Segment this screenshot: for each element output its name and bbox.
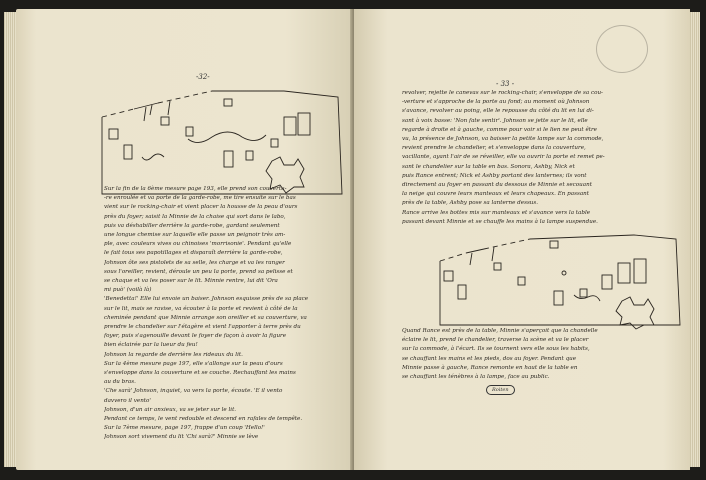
text-line: près du foyer; saisit la Minnie de la chaise qui sort dans le labo,	[104, 213, 286, 220]
text-line: Sur la 4ème mesure page 197, elle s'allonge sur la peau d'ours	[104, 360, 283, 367]
left-page-edges	[4, 12, 16, 467]
text-line: regarde à droite et à gauche, comme pour voir si le lien ne peut être	[402, 126, 597, 133]
text-line: vu, la présence de Johnson, va baisser la petite lampe sur la commode,	[402, 136, 604, 143]
text-line: Johnson ôte ses pistolets de sa selle, les charge et va les ranger	[104, 259, 285, 266]
text-line: le fait tous ses papotillages et disparaît derrière la garde-robe,	[104, 250, 283, 257]
left-page	[16, 9, 353, 470]
right-page-number: - 33 -	[496, 80, 515, 88]
text-line: Johnson sort vivement du lit 'Chi sarà?' Minnie se lève	[104, 434, 259, 441]
text-line: se chauffant les mains et les pieds, dos au foyer. Pendant que	[402, 355, 577, 362]
text-line: directement au foyer en passant du dessous de Minnie et secouant	[402, 182, 592, 189]
text-line: foyer, puis s'agenouille devant le foyer de façon à avoir la figure	[104, 333, 287, 340]
text-line: s'enveloppe dans la couverture et se couche. Rechauffant les mains	[104, 370, 296, 377]
text-line: vacillante, ayant l'air de se réveiller, elle va ouvrir la porte et remet pe-	[402, 154, 605, 161]
text-line: Rance arrive les bottes mis sur manteaux et s'avance vers la table	[402, 209, 591, 216]
text-line: sant le chandelier sur la table en bas. Sonora, Ashby, Nick et	[402, 163, 575, 170]
text-line: revolver, rejette le canevas sur le rocking-chair, s'enveloppe de sa cou-	[402, 90, 603, 96]
text-line: davvero il vento'	[104, 397, 151, 404]
text-line: 'Benedetta!' Elle lui envoie un baiser. Johnson esquisse près de sa place	[104, 296, 309, 303]
text-line: 'Che sarà' Johnson, inquiet, va vers la porte, écoute. 'E il vento	[104, 388, 283, 395]
text-line: Johnson, d'un air anxieux, va se jeter sur le lit.	[104, 406, 237, 413]
text-line: éclaire le lit, prend le chandelier, traverse la scène et va le placer	[402, 337, 589, 344]
right-page	[354, 9, 690, 470]
text-line: -verture et s'approche de la porte au fond; au moment où Johnson	[402, 99, 590, 106]
text-line: mi può' (voilà là)	[104, 287, 152, 294]
right-page-top-text	[402, 89, 684, 227]
text-line: au du bras.	[104, 379, 136, 386]
text-line: Pendant ce temps, le vent redouble et descend en rafales de tempête.	[104, 416, 303, 423]
text-line: ple, avec couleurs vives ou chinoises 'morrisonie'. Pendant qu'elle	[104, 241, 292, 248]
text-line: Quand Rance est près de la table, Minnie s'aperçoit que la chandelle	[402, 328, 598, 334]
text-line: sur le lit, mais se ravise, va écouter à la porte et revient à côté de la	[104, 305, 298, 312]
text-line: s'avance, revolver au poing, elle le repousse du côté du lit en lui di-	[402, 108, 594, 115]
text-line: revient prendre le chandelier, et s'enveloppe dans la couverture,	[402, 145, 586, 152]
right-page-bottom-text	[402, 327, 684, 382]
signature-stamp: Roiten	[486, 385, 515, 395]
text-line: puis va déshabiller derrière la garde-robe, gardant seulement	[104, 222, 280, 229]
text-line: Johnson la regarde de derrière les rideaux du lit.	[104, 351, 243, 358]
text-line: puis Rance entrent; Nick et Ashby portant des lanternes; ils vont	[402, 172, 587, 179]
text-line: sur la commode, à l'écart. Ils se tournent vers elle sous les habits,	[402, 346, 590, 353]
text-line: la neige qui couvre leurs manteaux et leurs chapeaux. En passant	[402, 191, 590, 198]
text-line: passant devant Minnie et se chauffe les mains à la lampe suspendue.	[402, 218, 598, 225]
text-line: cheminée pendant que Minnie arrange son oreiller et sa couverture, va	[104, 314, 307, 321]
text-line: sous l'oreiller, revient, déroule un peu la porte, prend sa pelisse et	[104, 268, 293, 275]
pencil-circle-mark	[596, 25, 648, 73]
text-line: -re enroulée et va porte de la garde-robe, me tire ensuite sur le bas	[104, 195, 296, 202]
right-stage-sketch	[354, 225, 690, 335]
text-line: sant à voix basse: 'Non fate sentir'. Johnson se jette sur le lit, elle	[402, 117, 588, 124]
left-page-text	[104, 185, 344, 443]
text-line: vient sur le rocking-chair et vient placer la housse de la peau d'ours	[104, 204, 298, 211]
text-line: une longue chemise sur laquelle elle passe un peignoir très am-	[104, 232, 286, 239]
text-line: bien éclairée par la lueur du feu!	[104, 342, 198, 349]
text-line: se chauffant les ténèbres à la lampe, face au public.	[402, 374, 550, 381]
text-line: se chaque et va les poser sur le lit. Minnie rentre, lui dit 'Ora	[104, 278, 278, 285]
left-stage-sketch	[16, 69, 353, 199]
text-line: Minnie passe à gauche, Rance remonte en haut de la table en	[402, 364, 578, 371]
text-line: Sur la 7ème mesure, page 197, frappe d'un coup 'Hello!'	[104, 425, 265, 432]
text-line: prendre le chandelier sur l'étagère et vient l'apporter à terre près du	[104, 324, 301, 331]
right-page-edges	[690, 12, 700, 467]
text-line: Sur la fin de la 6ème mesure page 193, elle prend son couvertu-	[104, 186, 287, 192]
text-line: près de la table, Ashby pose sa lanterne dessus.	[402, 200, 539, 207]
left-page-number: -32-	[196, 73, 210, 81]
